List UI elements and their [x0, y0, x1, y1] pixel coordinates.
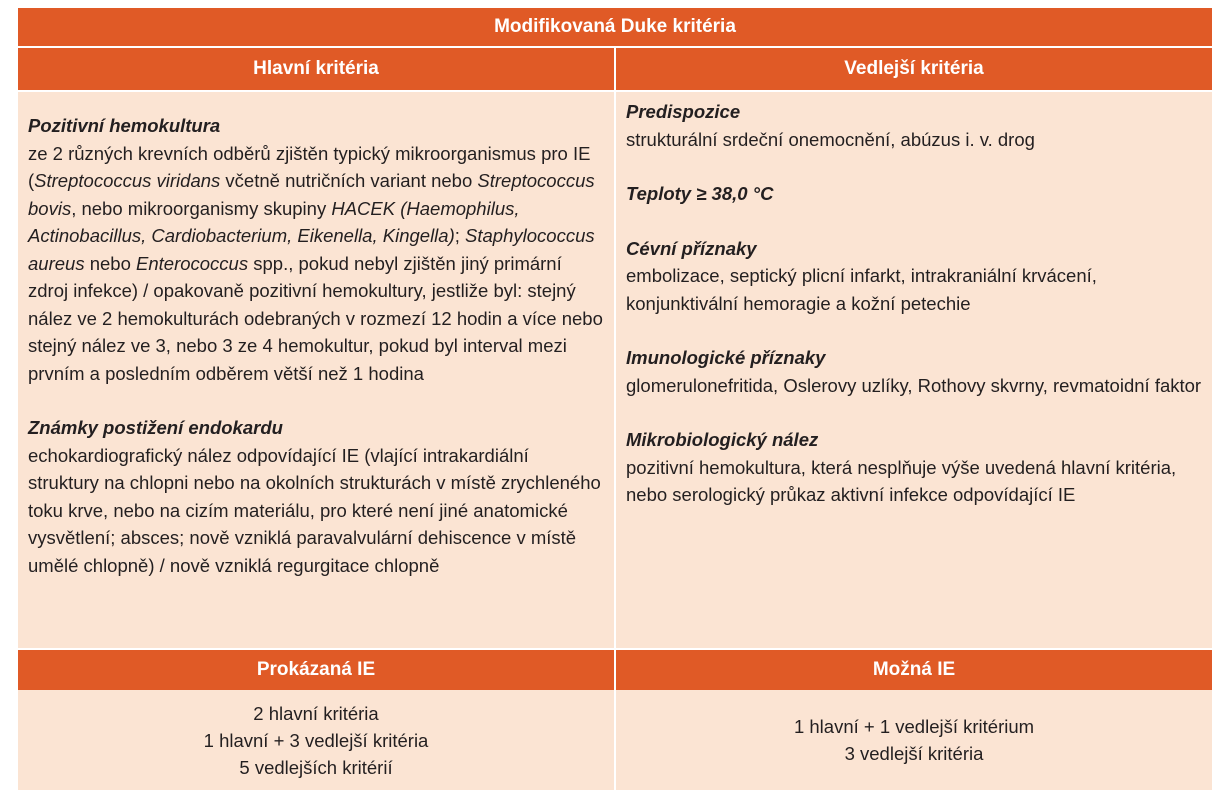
criteria-body-row [18, 90, 1212, 650]
criteria-header-row [18, 48, 1212, 90]
minor-criteria-header: Vedlejší kritéria [614, 48, 1212, 90]
proven-ie-cell [18, 690, 614, 790]
text-segment: včetně nutričních variant nebo [220, 170, 478, 191]
possible-ie-line: 1 hlavní + 1 vedlejší kritérium [793, 716, 1035, 737]
text-segment: echokardiografický nález odpovídající IE (vlající intrakardiální struktury na chlopni nebo na okolních strukturách v místě zrychleného toku krve, nebo na cizím materiálu, pro které není jiné anatomické vysvětlení; absces; nově vzniklá paravalvulární dehiscence v místě umělé chlopně) / nově vzniklá regurgitace chlopně [28, 444, 601, 576]
criterion-text: glomerulonefritida, Oslerovy uzlíky, Rothovy skvrny, revmatoidní faktor [626, 374, 1202, 396]
text-segment: ; [454, 225, 466, 246]
criterion-title: Imunologické příznaky [626, 347, 826, 368]
italic-text: Streptococcus viridans [34, 170, 221, 191]
proven-ie-header: Prokázaná IE [18, 650, 614, 690]
italic-text: Enterococcus [136, 252, 249, 274]
italic-text: Staphylococcus aureus [28, 225, 595, 274]
criterion-text: pozitivní hemokultura, která nesplňuje výše uvedená hlavní kritéria, nebo serologický průkaz aktivní infekce odpovídající IE [626, 456, 1177, 505]
criterion-title: Teploty ≥ 38,0 °C [626, 183, 774, 204]
criterion-title: Známky postižení endokardu [28, 417, 283, 438]
major-criterion [28, 414, 604, 579]
proven-ie-line: 2 hlavní kritéria [253, 702, 379, 724]
criterion-title: Cévní příznaky [626, 237, 757, 259]
duke-criteria-table [18, 8, 1212, 790]
criterion-text [28, 140, 604, 388]
italic-text: HACEK (Haemophilus, Actinobacillus, Cardiobacterium, Eikenella, Kingella) [28, 197, 520, 246]
possible-ie-header: Možná IE [614, 650, 1212, 690]
text-segment: nebo [84, 252, 137, 274]
proven-ie-line: 1 hlavní + 3 vedlejší kritéria [203, 729, 429, 751]
possible-ie-cell [614, 690, 1212, 790]
minor-criterion [626, 235, 1202, 318]
italic-text: Streptococcus bovis [28, 170, 595, 219]
text-segment: spp., pokud nebyl zjištěn jiný primární zdroj infekce) / opakovaně pozitivní hemokultury, jestliže byl: stejný nález ve 2 hemokulturách odebraných v rozmezí 12 hodin a více nebo stejný nález ve 3, nebo 3 ze 4 hemokultur, pokud byl interval mezi prvním a posledním odběrem větší než 1 hodina [28, 252, 603, 384]
major-criteria-cell [18, 92, 614, 648]
text-segment: ze 2 různých krevních odběrů zjištěn typický mikroorganismus pro IE ( [28, 142, 591, 191]
major-criterion [28, 112, 604, 387]
criterion-title: Mikrobiologický nález [626, 429, 819, 450]
diagnosis-header-row [18, 650, 1212, 690]
minor-criteria-cell [614, 92, 1212, 648]
major-criteria-header: Hlavní kritéria [18, 48, 614, 90]
criterion-text: embolizace, septický plicní infarkt, intrakraniální krvácení, konjunktivální hemoragie a kožní petechie [626, 265, 1097, 314]
criterion-text [28, 442, 604, 580]
diagnosis-body-row [18, 690, 1212, 790]
criterion-title: Predispozice [626, 101, 741, 122]
table-title: Modifikovaná Duke kritéria [18, 8, 1212, 48]
proven-ie-line: 5 vedlejších kritérií [239, 756, 393, 778]
criterion-text: strukturální srdeční onemocnění, abúzus i. v. drog [626, 128, 1035, 150]
minor-criterion [626, 426, 1202, 509]
criterion-title: Pozitivní hemokultura [28, 115, 221, 136]
text-segment: , nebo mikroorganismy skupiny [71, 197, 332, 219]
possible-ie-line: 3 vedlejší kritéria [844, 743, 984, 764]
minor-criterion [626, 344, 1202, 399]
minor-criterion [626, 180, 1202, 208]
minor-criterion [626, 98, 1202, 153]
